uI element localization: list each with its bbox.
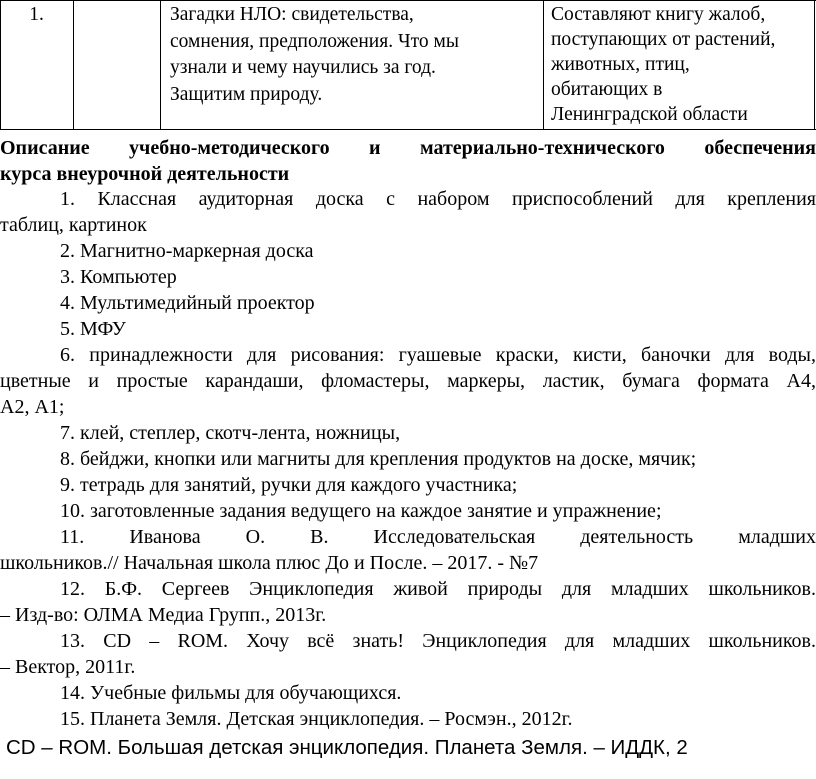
list-item: 3. Компьютер [60,266,177,288]
list-item: 2. Магнитно-маркерная доска [60,240,314,262]
table-border [814,0,815,130]
list-item: 5. МФУ [60,318,126,340]
list-item: 6. принадлежности для рисования: гуашевые краски, кисти, баночки для воды, [60,344,816,366]
list-item: 9. тетрадь для занятий, ручки для каждого участника; [60,474,518,496]
list-item: 11. Иванова О. В. Исследовательская деятельность младших [60,526,816,548]
table-border [0,0,816,1]
list-item-continuation: А2, А1; [0,396,65,418]
list-item: 1. Классная аудиторная доска с набором приспособлений для крепления [60,188,816,210]
activity-line: животных, птиц, [551,54,690,75]
table-border [160,0,161,130]
activity-line: Ленинградской области [551,104,748,125]
section-heading: курса внеурочной деятельности [0,163,290,185]
list-item-continuation: – Изд-во: ОЛМА Медиа Групп., 2013г. [0,604,327,626]
activity-table [0,0,816,130]
list-item: 8. бейджи, кнопки или магниты для крепления продуктов на доске, мячик; [60,448,697,470]
list-item: 10. заготовленные задания ведущего на каждое занятие и упражнение; [60,500,662,522]
activity-line: обитающих в [551,79,663,100]
list-item-continuation: таблиц, картинок [0,214,147,236]
list-item: 12. Б.Ф. Сергеев Энциклопедия живой природы для младших школьников. [60,578,816,600]
list-item-continuation: CD – ROM. Большая детская энциклопедия. Планета Земля. – ИДДК, 2 [6,736,688,759]
list-item: 4. Мультимедийный проектор [60,292,315,314]
table-border [0,129,816,130]
list-item-continuation: школьников.// Начальная школа плюс До и После. – 2017. - №7 [0,552,539,574]
section-heading: Описание учебно-методического и материально-технического обеспечения [0,137,816,159]
list-item: 15. Планета Земля. Детская энциклопедия. – Росмэн., 2012г. [60,708,573,730]
list-item: 14. Учебные фильмы для обучающихся. [60,682,402,704]
topic-line: сомнения, предположения. Что мы [170,30,459,52]
topic-line: Защитим природу. [170,83,323,105]
table-border [73,0,74,130]
row-number: 1. [29,4,44,25]
topic-line: узнали и чему научились за год. [170,57,436,78]
activity-line: поступающих от растений, [551,29,776,50]
list-item-continuation: – Вектор, 2011г. [0,656,136,678]
topic-cell [170,2,540,108]
table-border [543,0,544,130]
activity-line: Составляют книгу жалоб, [551,4,766,25]
list-item-continuation: цветные и простые карандаши, фломастеры, маркеры, ластик, бумага формата А4, [0,370,816,392]
list-item: 7. клей, степлер, скотч-лента, ножницы, [60,422,401,444]
topic-line: Загадки НЛО: свидетельства, [170,4,414,25]
activity-cell [551,2,814,127]
list-item: 13. CD – ROM. Хочу всё знать! Энциклопедия для младших школьников. [60,630,816,652]
